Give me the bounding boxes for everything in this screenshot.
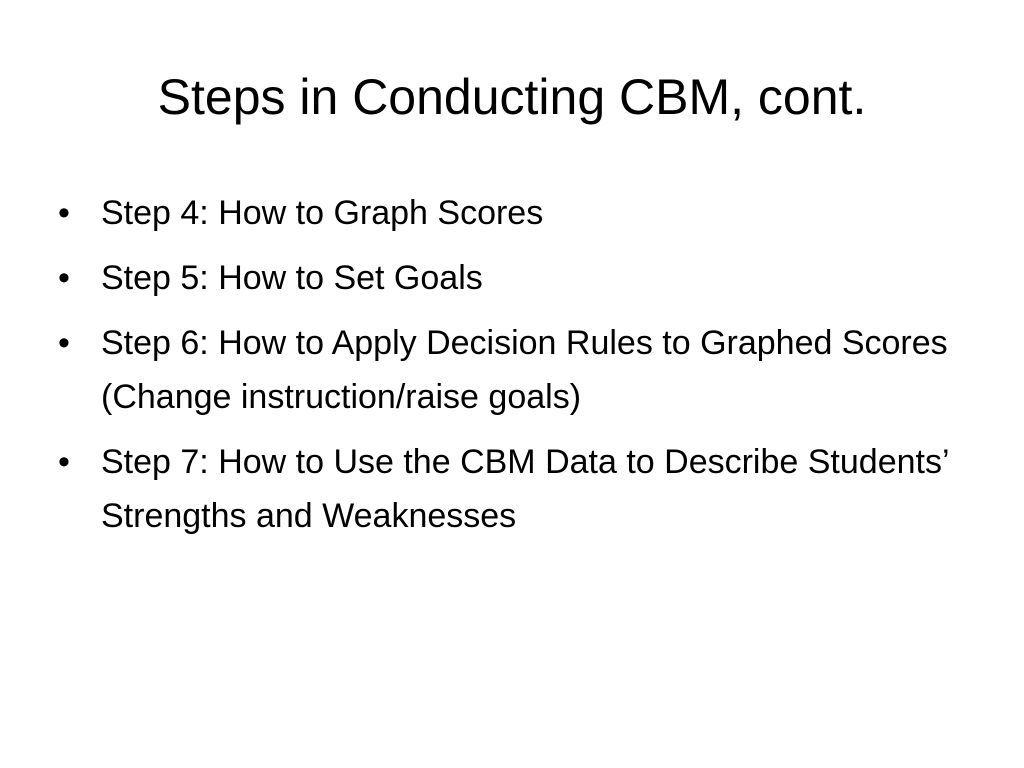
bullet-text: Step 7: How to Use the CBM Data to Describe Students’ Strengths and Weaknesses xyxy=(101,443,949,535)
list-item xyxy=(58,316,958,424)
list-item xyxy=(58,435,958,543)
bullet-icon: • xyxy=(58,194,70,232)
bullet-icon: • xyxy=(58,259,70,297)
slide-title: Steps in Conducting CBM, cont. xyxy=(157,69,867,125)
list-item xyxy=(58,251,958,305)
bullet-icon: • xyxy=(58,324,70,362)
bullet-text: Step 5: How to Set Goals xyxy=(101,259,483,297)
bullet-icon: • xyxy=(58,443,70,481)
bullet-text: Step 6: How to Apply Decision Rules to Graphed Scores (Change instruction/raise goals) xyxy=(101,324,948,416)
bullet-text: Step 4: How to Graph Scores xyxy=(101,194,544,232)
list-item xyxy=(58,186,958,240)
bullet-list xyxy=(58,186,958,554)
